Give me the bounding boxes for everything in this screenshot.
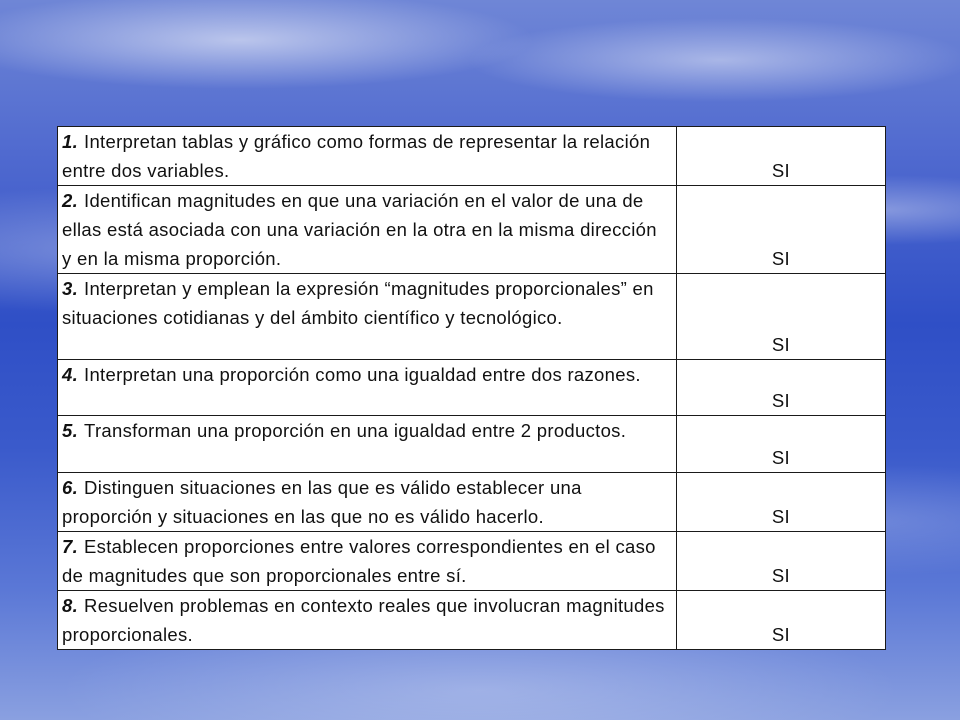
objective-number: 3. [62,278,79,299]
objective-text: Interpretan tablas y gráfico como formas de representar la relación entre dos variables. [62,131,651,181]
objective-cell [58,186,677,274]
status-cell: SI [676,591,885,650]
table-row [58,127,886,186]
table-row [58,416,886,473]
objective-number: 8. [62,595,79,616]
status-cell: SI [676,532,885,591]
objective-text: Interpretan una proporción como una igualdad entre dos razones. [84,364,641,385]
objective-cell [58,532,677,591]
objective-number: 5. [62,420,79,441]
objective-number: 2. [62,190,79,211]
objective-cell [58,473,677,532]
objective-number: 6. [62,477,79,498]
table-row [58,360,886,416]
objective-text: Transforman una proporción en una igualdad entre 2 productos. [84,420,627,441]
objective-number: 4. [62,364,79,385]
objective-text: Identifican magnitudes en que una variación en el valor de una de ellas está asociada con una variación en la otra en la misma dirección y en la misma proporción. [62,190,657,269]
objective-number: 7. [62,536,79,557]
table-row [58,274,886,360]
status-cell: SI [676,274,885,360]
table-row [58,591,886,650]
status-cell: SI [676,127,885,186]
objective-number: 1. [62,131,79,152]
status-cell: SI [676,416,885,473]
objective-cell [58,416,677,473]
status-cell: SI [676,186,885,274]
objective-cell [58,274,677,360]
table-row [58,186,886,274]
objective-text: Establecen proporciones entre valores correspondientes en el caso de magnitudes que son proporcionales entre sí. [62,536,656,586]
objective-text: Interpretan y emplean la expresión “magnitudes proporcionales” en situaciones cotidianas y del ámbito científico y tecnológico. [62,278,654,328]
objective-text: Resuelven problemas en contexto reales que involucran magnitudes proporcionales. [62,595,665,645]
table-row [58,532,886,591]
objective-text: Distinguen situaciones en las que es válido establecer una proporción y situaciones en las que no es válido hacerlo. [62,477,582,527]
learning-objectives-table [57,126,886,650]
status-cell: SI [676,473,885,532]
status-cell: SI [676,360,885,416]
objective-cell [58,591,677,650]
objective-cell [58,360,677,416]
objective-cell [58,127,677,186]
table-row [58,473,886,532]
